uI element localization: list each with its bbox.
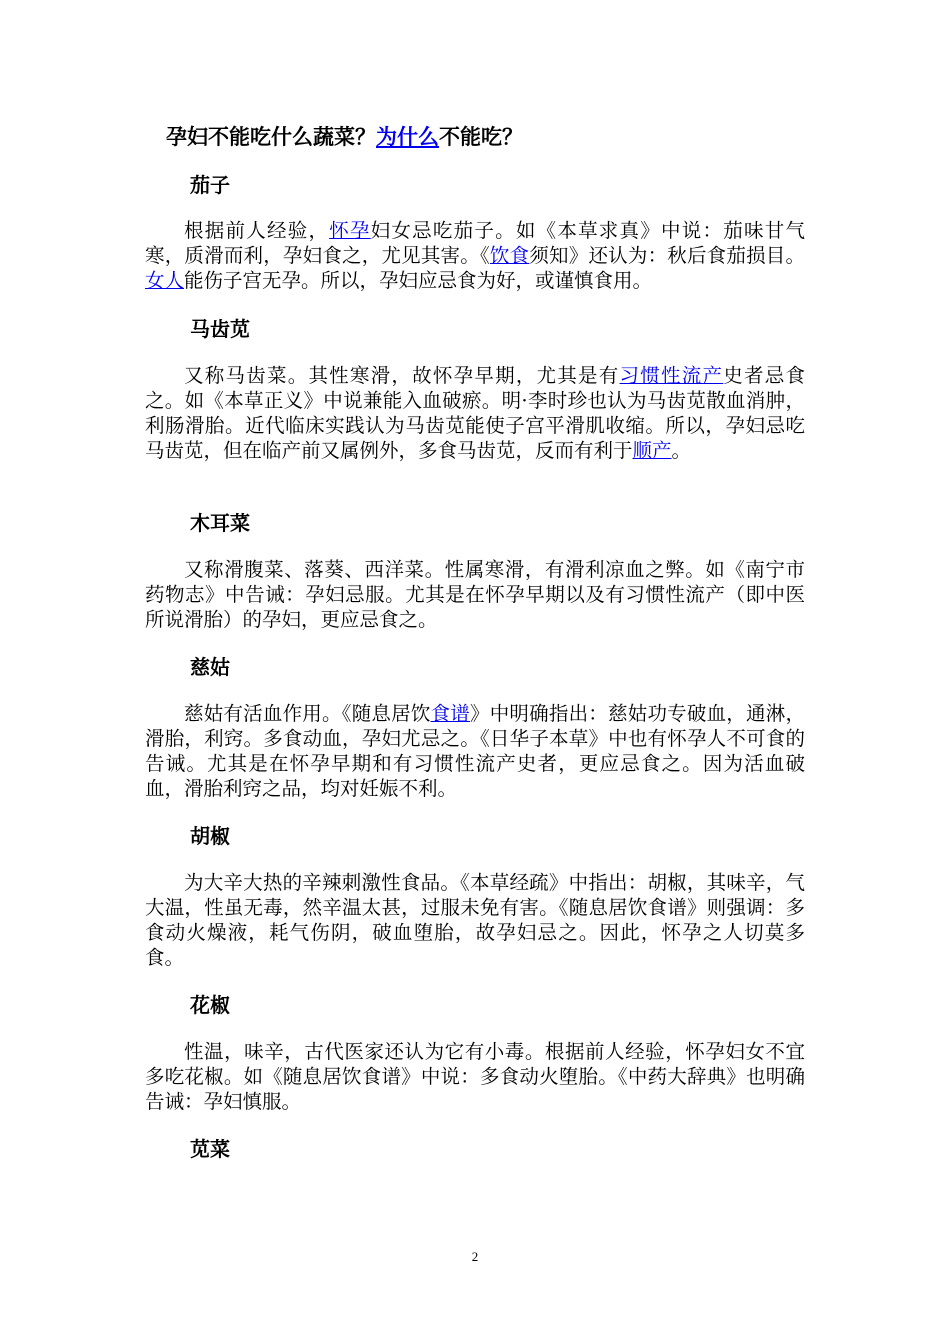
heading-pepper: 胡椒 bbox=[190, 824, 230, 848]
paragraph-malabar-spinach bbox=[145, 557, 805, 632]
page-title bbox=[166, 124, 523, 150]
link-huaiyun[interactable]: 怀孕 bbox=[329, 219, 371, 242]
text-span: 能伤子宫无孕。所以，孕妇应忌食为好，或谨慎食用。 bbox=[184, 269, 653, 292]
text-span: 根据前人经验， bbox=[184, 219, 330, 242]
text-span: 性温，味辛，古代医家还认为它有小毒。根据前人经验，怀孕妇女不宜多吃花椒。如《随息居饮食谱》中说：多食动火堕胎。《中药大辞典》也明确告诫：孕妇慎服。 bbox=[145, 1040, 805, 1113]
link-weishenme[interactable]: 为什么 bbox=[376, 125, 439, 149]
text-span: 又称马齿菜。其性寒滑，故怀孕早期，尤其是有 bbox=[184, 364, 620, 387]
heading-malabar-spinach: 木耳菜 bbox=[190, 511, 250, 535]
title-text-end: 不能吃？ bbox=[439, 125, 523, 149]
text-span: 为大辛大热的辛辣刺激性食品。《本草经疏》中指出：胡椒，其味辛，气大温，性虽无毒，然辛温太甚，过服未免有害。《随息居饮食谱》则强调：多食动火燥液，耗气伤阴，破血堕胎，故孕妇忌之。因此，怀孕之人切莫多食。 bbox=[145, 871, 805, 969]
text-span: 妇女忌吃茄子。如《本草求真》中说：茄味甘气寒，质滑而利，孕妇食之，尤见其害。《 bbox=[145, 219, 805, 267]
page-number: 2 bbox=[471, 1249, 479, 1264]
link-nvren[interactable]: 女人 bbox=[145, 269, 185, 292]
link-shipu[interactable]: 食谱 bbox=[430, 702, 470, 725]
paragraph-arrowhead bbox=[145, 701, 805, 801]
text-span: 》中明确指出：慈姑功专破血，通淋，滑胎，利窍。多食动血，孕妇尤忌之。《日华子本草》中也有怀孕人不可食的告诫。尤其是在怀孕早期和有习惯性流产史者，更应忌食之。因为活血破血，滑胎利窍之品，均对妊娠不利。 bbox=[145, 702, 805, 800]
heading-purslane: 马齿苋 bbox=[190, 317, 250, 341]
heading-arrowhead: 慈姑 bbox=[190, 655, 230, 679]
paragraph-pepper bbox=[145, 870, 805, 970]
heading-amaranth: 苋菜 bbox=[190, 1137, 230, 1161]
link-shunchan[interactable]: 顺产 bbox=[632, 439, 672, 462]
text-span: 。 bbox=[671, 439, 692, 462]
paragraph-sichuan-pepper bbox=[145, 1039, 805, 1114]
text-span: 史者忌食之。如《本草正义》中说兼能入血破瘀。明·李时珍也认为马齿苋散血消肿，利肠滑胎。近代临床实践认为马齿苋能使子宫平滑肌收缩。所以，孕妇忌吃马齿苋，但在临产前又属例外，多食马齿苋，反而有利于 bbox=[145, 364, 805, 462]
paragraph-purslane bbox=[145, 363, 805, 463]
text-span: 慈姑有活血作用。《随息居饮 bbox=[184, 702, 431, 725]
paragraph-eggplant bbox=[145, 218, 805, 293]
heading-eggplant: 茄子 bbox=[190, 173, 230, 197]
link-yinshi[interactable]: 饮食 bbox=[489, 244, 530, 267]
text-span: 须知》还认为：秋后食茄损目。 bbox=[529, 244, 805, 267]
heading-sichuan-pepper: 花椒 bbox=[190, 993, 230, 1017]
text-span: 又称滑腹菜、落葵、西洋菜。性属寒滑，有滑利凉血之弊。如《南宁市药物志》中告诫：孕妇忌服。尤其是在怀孕早期以及有习惯性流产（即中医所说滑胎）的孕妇，更应忌食之。 bbox=[145, 558, 805, 631]
link-habitual-miscarriage[interactable]: 习惯性流产 bbox=[619, 364, 724, 387]
title-text-start: 孕妇不能吃什么蔬菜？ bbox=[166, 125, 376, 149]
